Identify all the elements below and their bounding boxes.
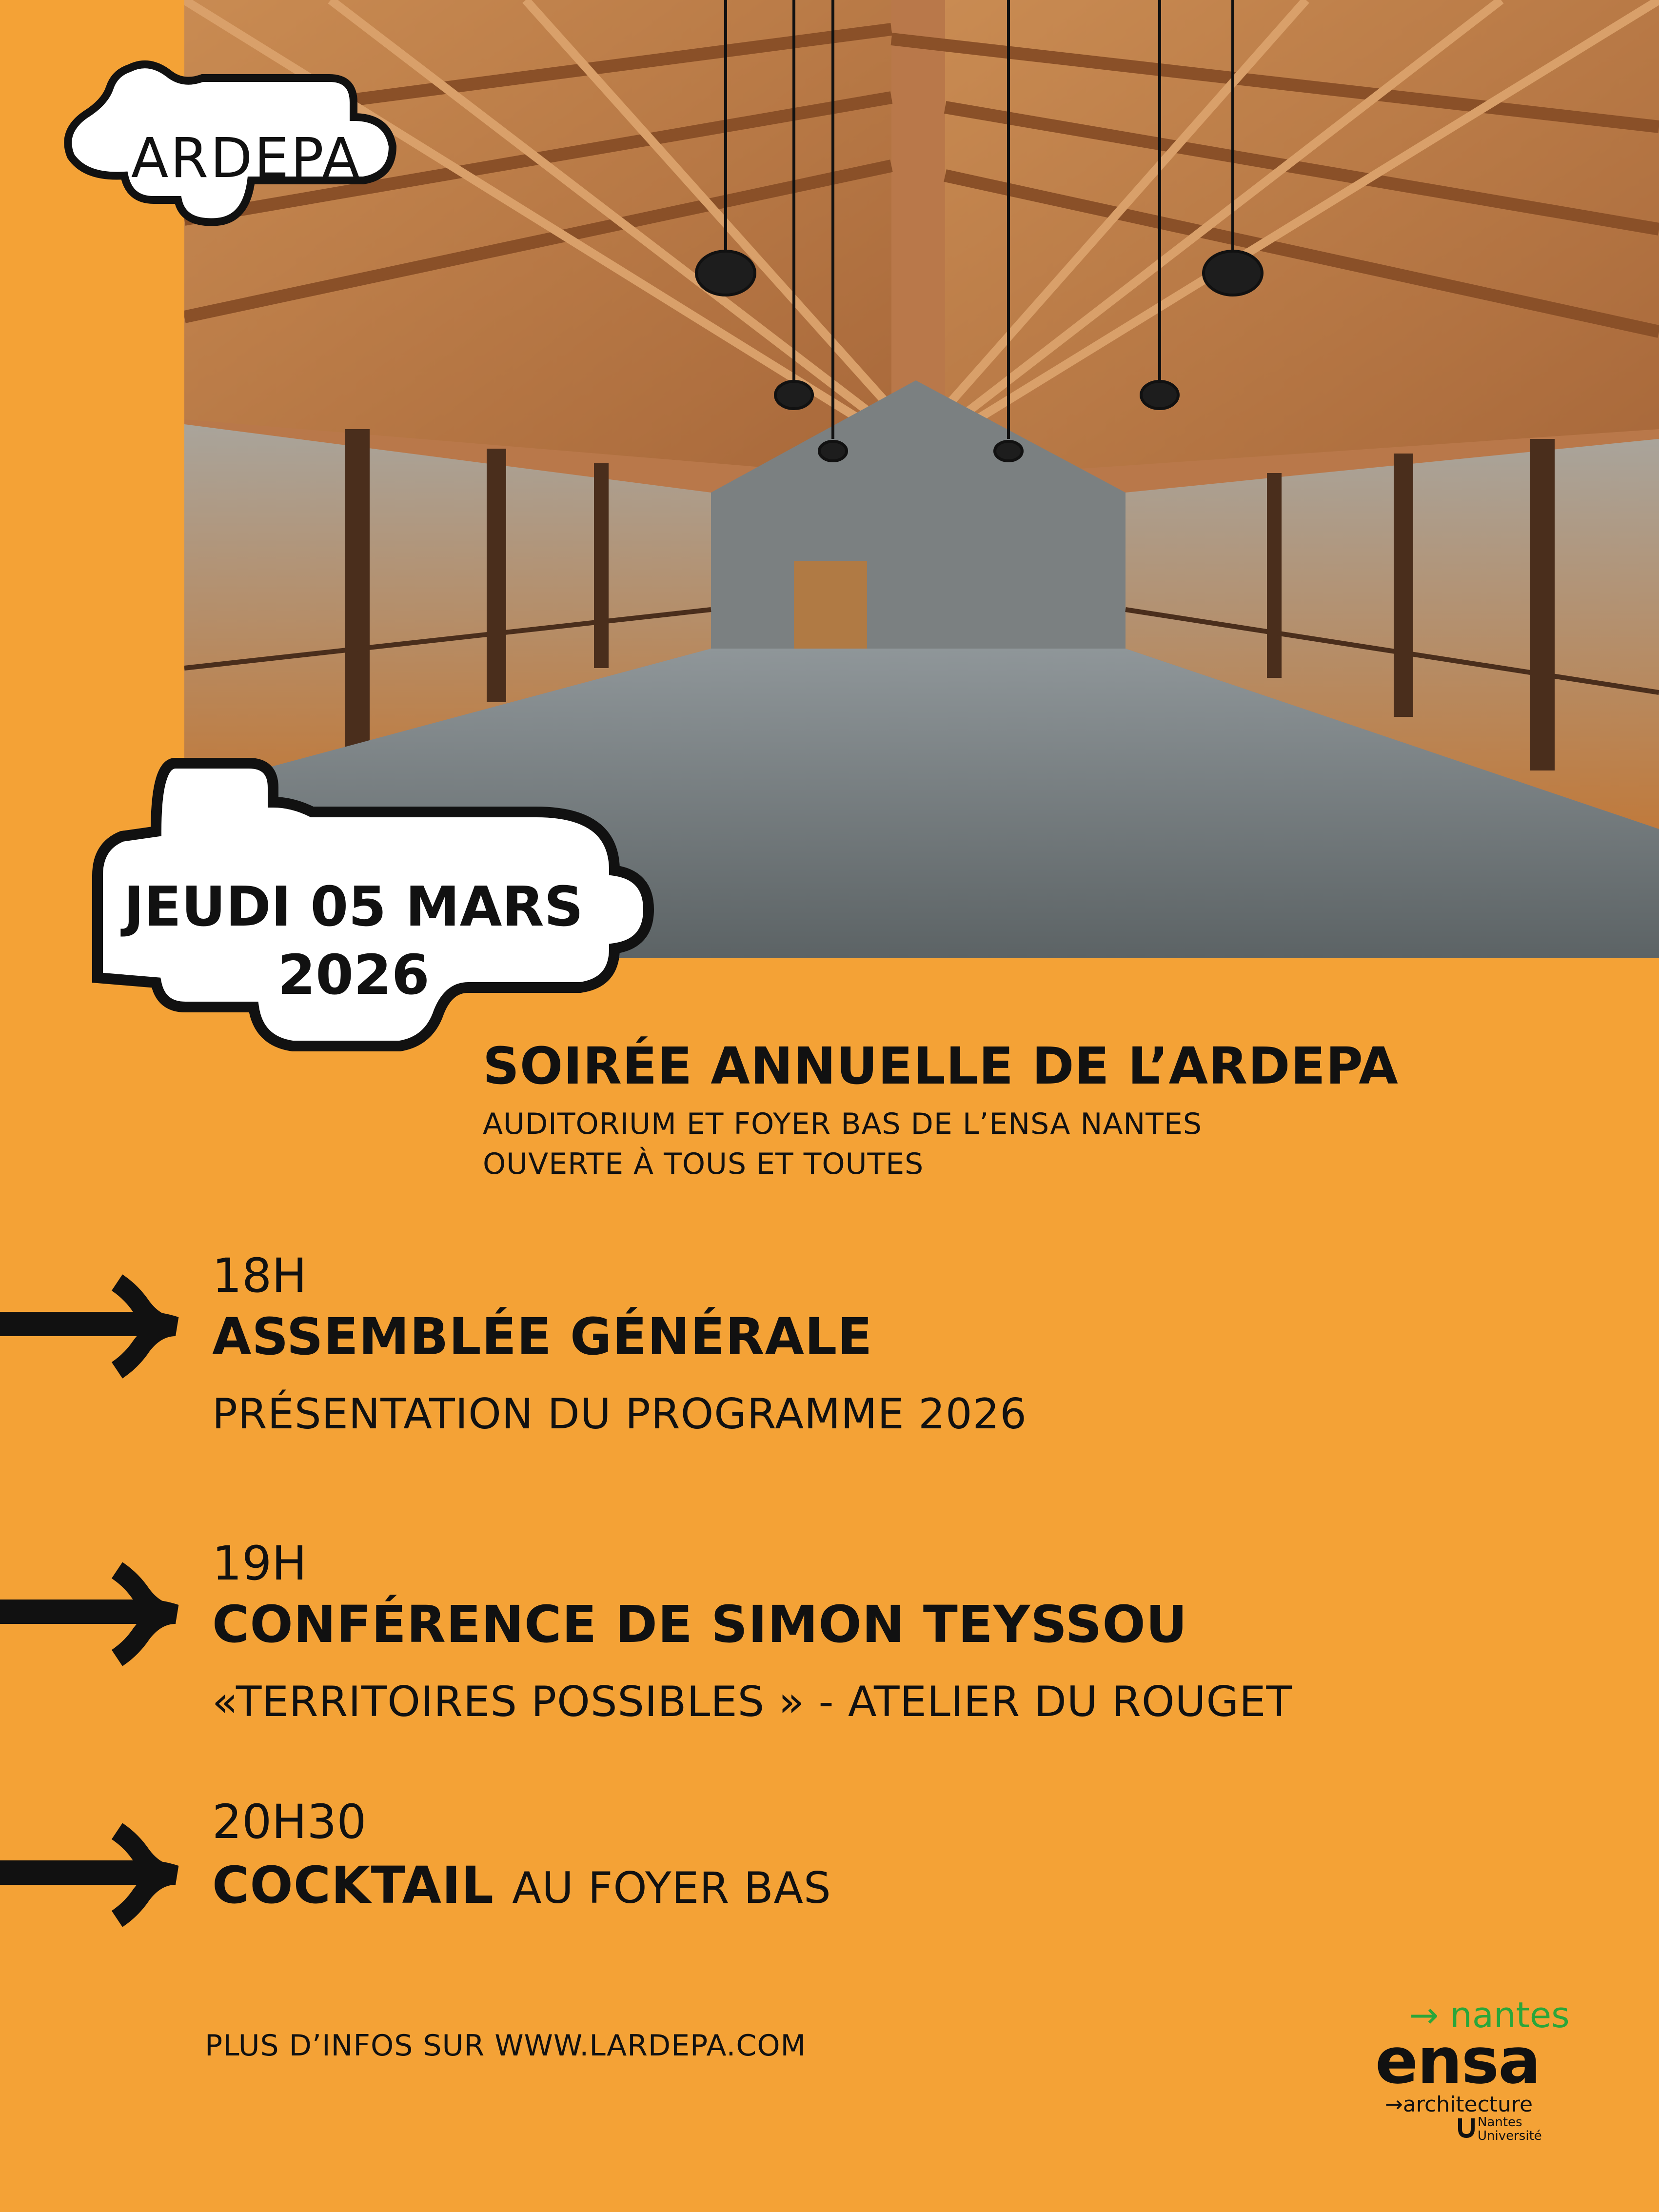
ensa-architecture-label: →architecture [1385, 2092, 1533, 2117]
program-time: 18H [212, 1248, 307, 1303]
event-access: OUVERTE À TOUS ET TOUTES [483, 1147, 924, 1181]
program-desc: «TERRITOIRES POSSIBLES » - ATELIER DU ROUGET [212, 1678, 1292, 1726]
event-venue: AUDITORIUM ET FOYER BAS DE L’ENSA NANTES [483, 1107, 1202, 1141]
nantes-universite-label: Nantes Université [1478, 2115, 1542, 2143]
ensa-wordmark: ensa [1375, 2024, 1540, 2098]
ensa-nantes-label: → nantes [1409, 1995, 1570, 2035]
event-date [88, 873, 619, 1009]
program-title: ASSEMBLÉE GÉNÉRALE [212, 1307, 873, 1366]
more-info-text: PLUS D’INFOS SUR WWW.LARDEPA.COM [205, 2029, 807, 2063]
program-time: 20H30 [212, 1795, 367, 1849]
arrow-icon [0, 1273, 195, 1380]
arrow-icon [0, 1821, 195, 1929]
event-date-year: 2026 [277, 944, 430, 1007]
ensa-nantes-logo [1375, 1995, 1580, 2141]
program-title: CONFÉRENCE DE SIMON TEYSSOU [212, 1595, 1188, 1654]
program-time: 19H [212, 1536, 307, 1591]
nantes-universite-icon [1458, 2116, 1475, 2138]
program-title [212, 1856, 831, 1915]
ardepa-logo [56, 59, 417, 237]
ardepa-logo-text: ARDEPA [131, 127, 362, 190]
program-title-suffix: AU FOYER BAS [512, 1863, 831, 1913]
event-date-day: JEUDI 05 MARS [123, 875, 584, 939]
event-title: SOIRÉE ANNUELLE DE L’ARDEPA [483, 1036, 1399, 1096]
program-desc: PRÉSENTATION DU PROGRAMME 2026 [212, 1390, 1027, 1439]
arrow-icon [0, 1560, 195, 1668]
program-title-main: COCKTAIL [212, 1856, 494, 1915]
date-badge [88, 749, 658, 1061]
